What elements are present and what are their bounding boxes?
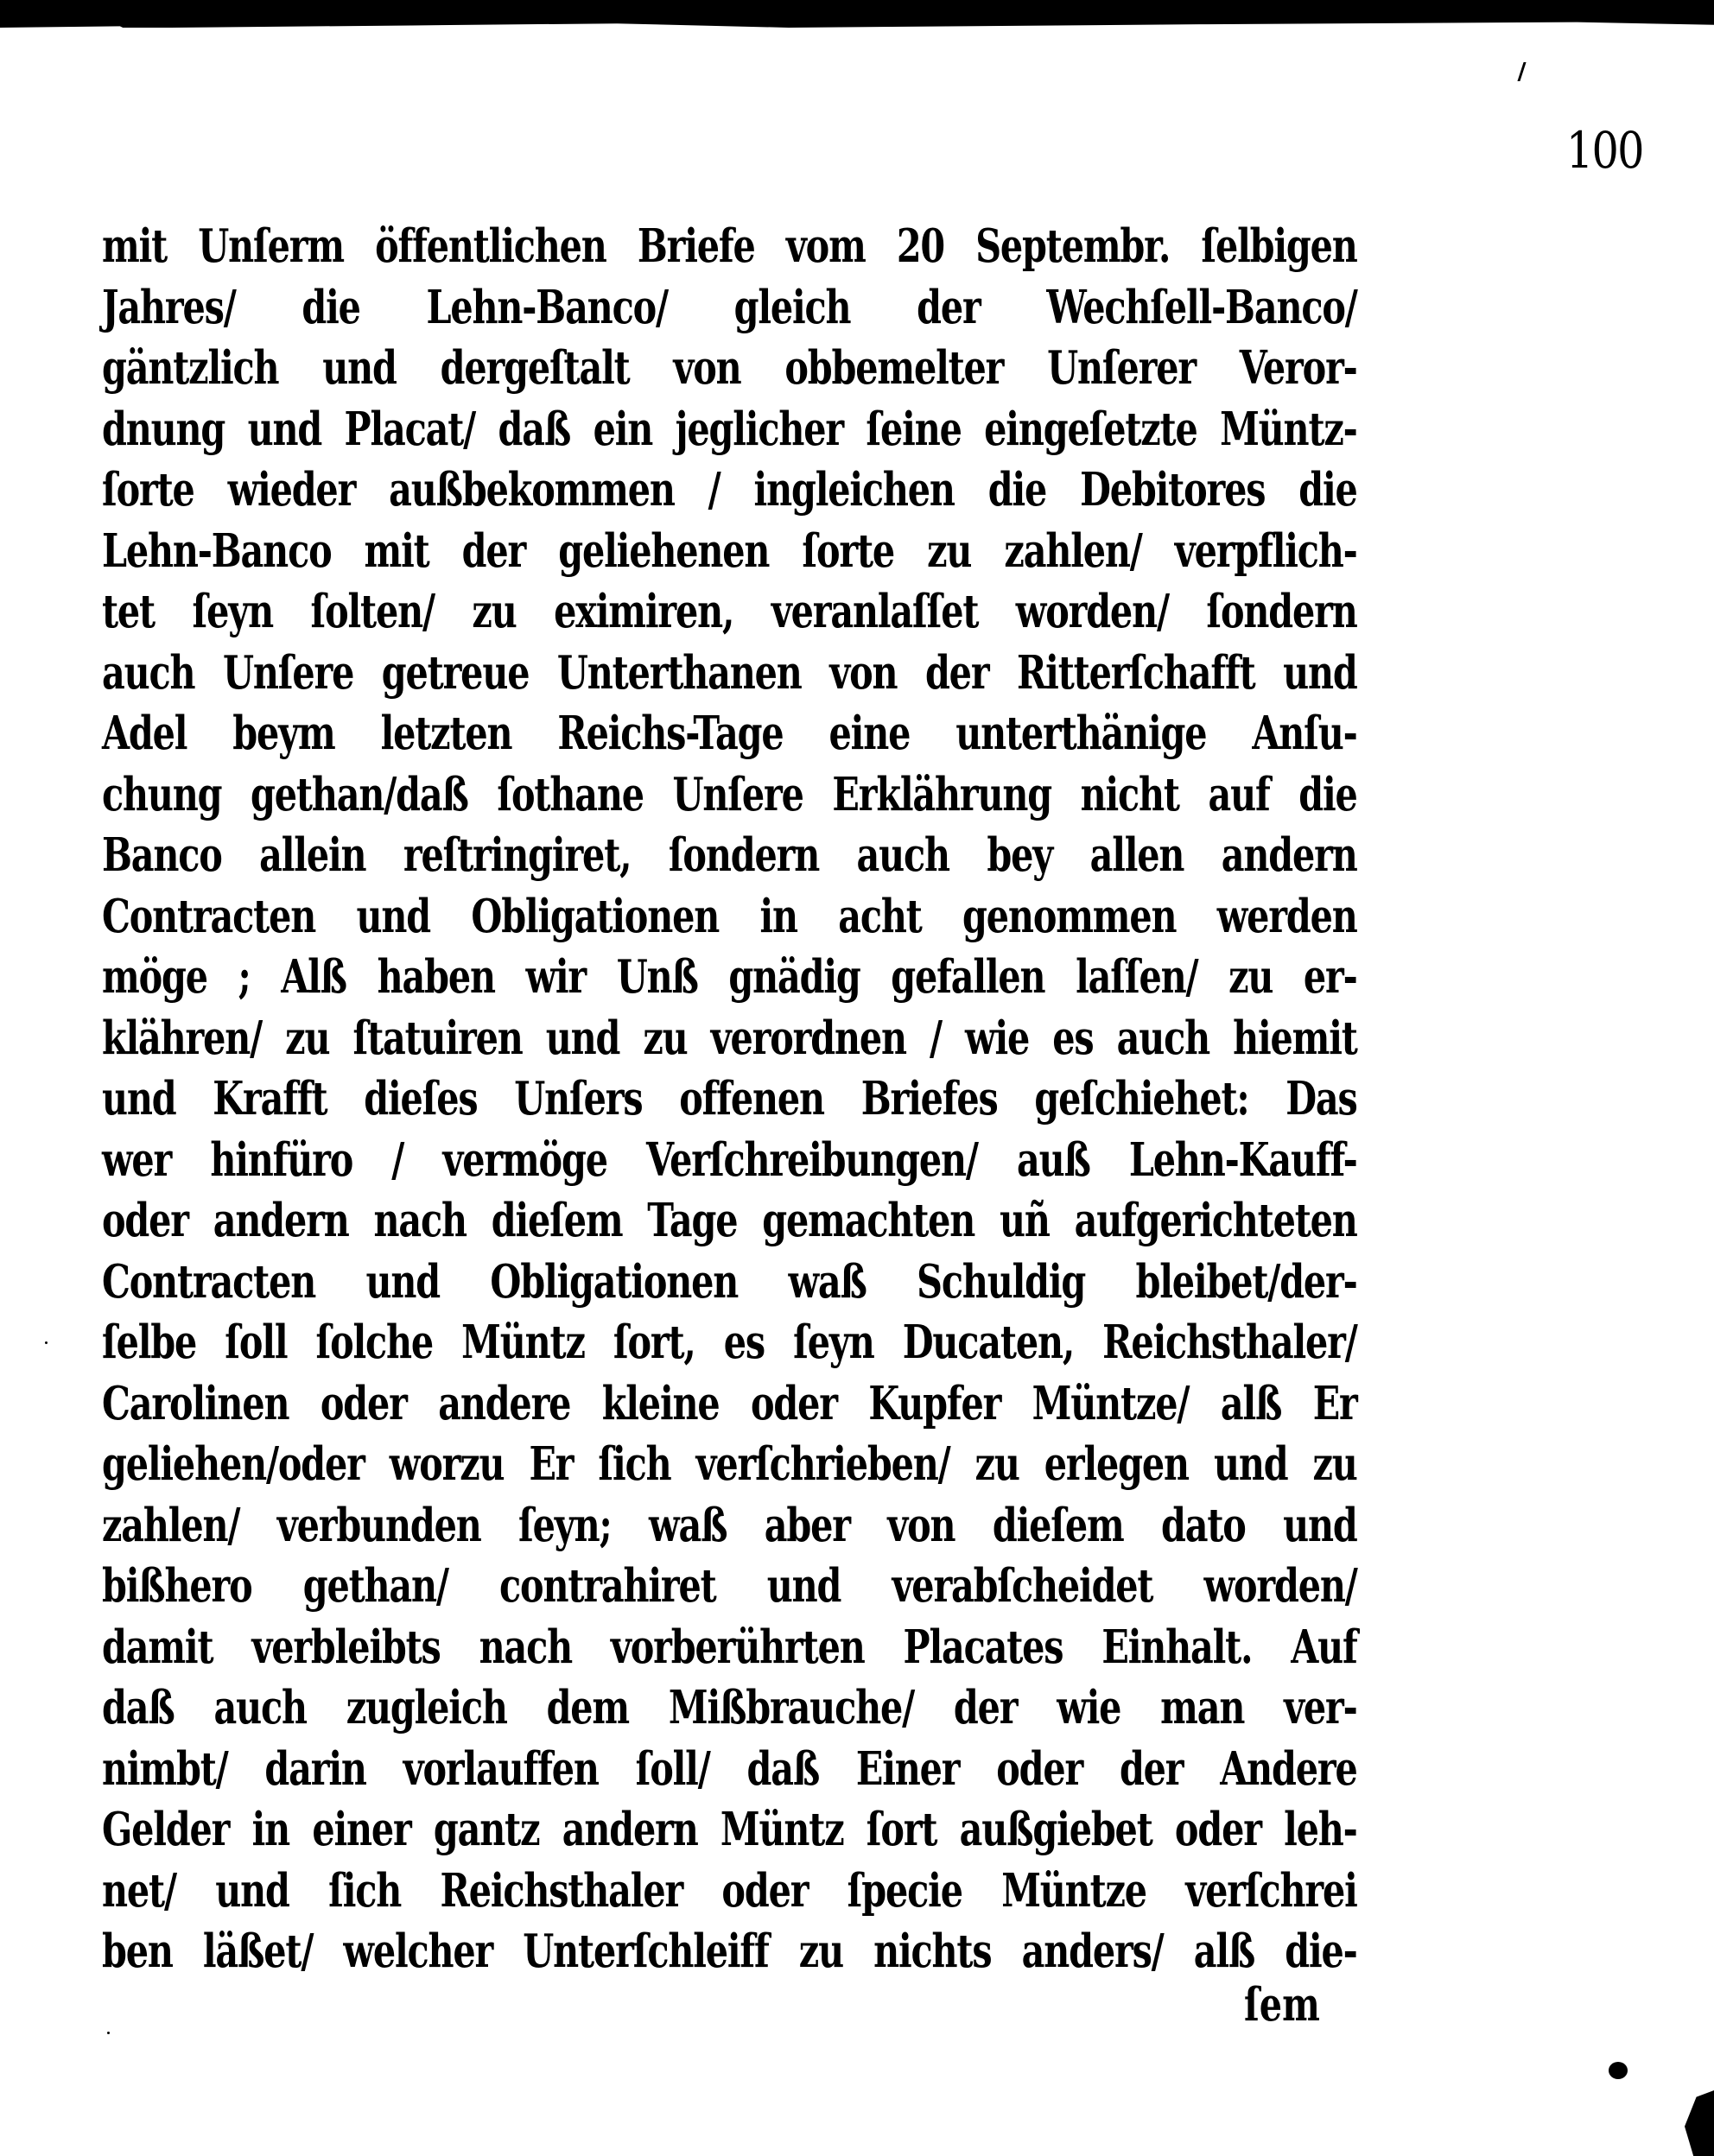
- catchword: ſem: [1244, 1978, 1320, 2032]
- text-line: möge ; Alß haben wir Unß gnädig gefallen laſſen/ zu er-: [102, 950, 1357, 1004]
- text-line: dnung und Placat/ daß ein jeglicher ſeine eingeſetzte Müntz-: [102, 402, 1357, 456]
- text-line: tet ſeyn ſolten/ zu eximiren, veranlaſſet worden/ ſondern: [102, 585, 1357, 638]
- text-line: Contracten und Obligationen in acht genommen werden: [102, 889, 1357, 943]
- text-line: Adel beym letzten Reichs-Tage eine unterthänige Anſu-: [102, 707, 1357, 760]
- text-line: Jahres/ die Lehn-Banco/ gleich der Wechſell-Banco/: [102, 280, 1357, 334]
- text-line: oder andern nach dieſem Tage gemachten uñ aufgerichteten: [102, 1194, 1357, 1247]
- text-line: ſelbe ſoll ſolche Müntz ſort, es ſeyn Ducaten, Reichsthaler/: [102, 1316, 1357, 1369]
- page-number: 100: [1565, 121, 1643, 180]
- scan-top-edge: [0, 0, 1714, 28]
- text-line: und Krafft dieſes Unſers offenen Briefes geſchiehet: Das: [102, 1072, 1357, 1126]
- text-line: klähren/ zu ſtatuiren und zu verordnen / wie es auch hiemit: [102, 1011, 1357, 1065]
- margin-speck: [45, 1341, 48, 1344]
- text-line: daß auch zugleich dem Mißbrauche/ der wie man ver-: [102, 1681, 1357, 1734]
- text-line: chung gethan/daß ſothane Unſere Erklährung nicht auf die: [102, 767, 1357, 821]
- text-line: auch Unſere getreue Unterthanen von der Ritterſchafft und: [102, 645, 1357, 700]
- text-line: ſorte wieder außbekommen / ingleichen die Debitores die: [102, 463, 1357, 517]
- text-line: bißhero gethan/ contrahiret und verabſcheidet worden/: [102, 1559, 1357, 1613]
- text-line: ben läßet/ welcher Unterſchleiff zu nichts anders/ alß die-: [102, 1925, 1357, 1978]
- scan-corner-edge: [1685, 2090, 1714, 2156]
- body-text: [102, 216, 1359, 1982]
- margin-tick-mark: [1517, 62, 1533, 81]
- text-line: gäntzlich und dergeſtalt von obbemelter Unſerer Veror-: [102, 341, 1357, 395]
- text-line: nimbt/ darin vorlauffen ſoll/ daß Einer oder der Andere: [102, 1741, 1357, 1796]
- text-line: mit Unſerm öffentlichen Briefe vom 20 Septembr. ſelbigen: [102, 219, 1357, 273]
- text-line: Carolinen oder andere kleine oder Kupfer Müntze/ alß Er: [102, 1376, 1357, 1430]
- text-line: Banco allein reſtringiret, ſondern auch bey allen andern: [102, 828, 1357, 882]
- text-line: zahlen/ verbunden ſeyn; waß aber von dieſem dato und: [102, 1498, 1357, 1552]
- ink-spot: [1609, 2062, 1628, 2079]
- text-line: Contracten und Obligationen waß Schuldig bleibet/der-: [102, 1254, 1357, 1309]
- text-line: Lehn-Banco mit der geliehenen ſorte zu zahlen/ verpflich-: [102, 523, 1357, 578]
- text-line: geliehen/oder worzu Er ſich verſchrieben/ zu erlegen und zu: [102, 1437, 1357, 1491]
- text-line: wer hinfüro / vermöge Verſchreibungen/ auß Lehn-Kauff-: [102, 1132, 1357, 1187]
- margin-speck: [107, 2032, 110, 2034]
- text-line: net/ und ſich Reichsthaler oder ſpecie Müntze verſchrei: [102, 1863, 1357, 1918]
- text-line: damit verbleibts nach vorberührten Placates Einhalt. Auf: [102, 1620, 1357, 1674]
- text-line: Gelder in einer gantz andern Müntz ſort außgiebet oder leh-: [102, 1803, 1357, 1856]
